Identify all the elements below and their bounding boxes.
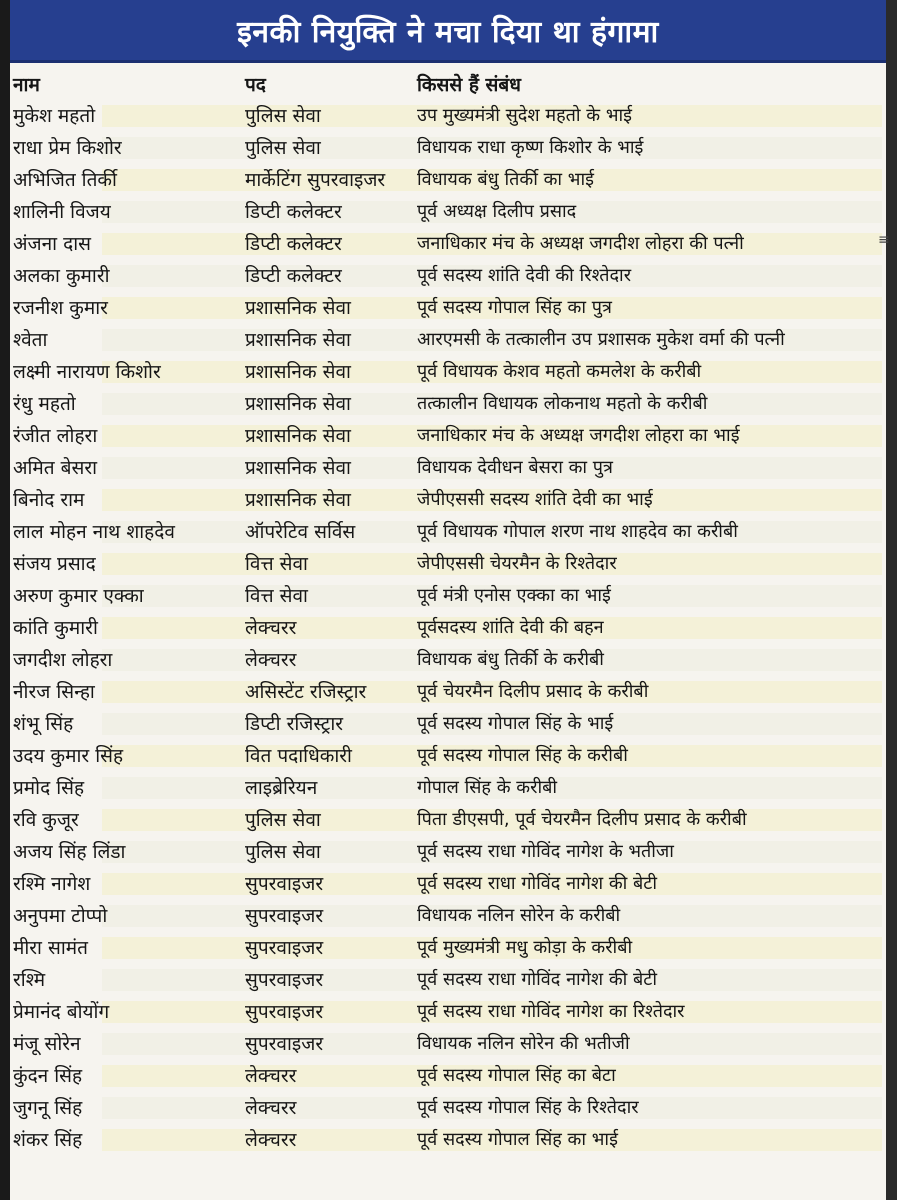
cell-name: अनुपमा टोप्पो [13,905,108,927]
table-row [10,420,886,452]
cell-relation: पूर्व अध्यक्ष दिलीप प्रसाद [417,201,577,222]
table-row [10,484,886,516]
cell-name: रवि कुजूर [13,809,79,831]
cell-relation: पूर्व सदस्य राधा गोविंद नागेश की बेटी [417,969,658,990]
cell-relation: जेपीएससी सदस्य शांति देवी का भाई [417,489,653,510]
table-row [10,452,886,484]
cell-post: डिप्टी रजिस्ट्रार [245,713,344,735]
table-row [10,932,886,964]
headline-title: इनकी नियुक्ति ने मचा दिया था हंगामा [237,14,659,50]
cell-name: शालिनी विजय [13,201,111,223]
cell-name: रंधु महतो [13,393,76,415]
table-row [10,772,886,804]
cell-name: लक्ष्मी नारायण किशोर [13,361,161,383]
column-header-name: नाम [13,74,40,96]
table-row [10,1092,886,1124]
newspaper-clipping [10,0,886,1200]
cell-relation: पूर्व सदस्य राधा गोविंद नागेश के भतीजा [417,841,674,862]
cell-post: लेक्चरर [245,617,297,639]
table-row [10,580,886,612]
cell-name: अभिजित तिर्की [13,169,117,191]
cell-post: ऑपरेटिव सर्विस [245,521,356,543]
cell-relation: विधायक बंधु तिर्की के करीबी [417,649,604,670]
cell-name: शंभू सिंह [13,713,74,735]
cell-name: कुंदन सिंह [13,1065,83,1087]
cell-name: बिनोद राम [13,489,85,511]
cell-post: प्रशासनिक सेवा [245,457,351,479]
cell-post: सुपरवाइजर [245,1001,324,1023]
cell-relation: पूर्व सदस्य राधा गोविंद नागेश की बेटी [417,873,658,894]
cell-post: लेक्चरर [245,1097,297,1119]
appointments-table [10,72,886,1156]
table-row [10,708,886,740]
cell-name: अलका कुमारी [13,265,110,287]
cell-relation: जनाधिकार मंच के अध्यक्ष जगदीश लोहरा का भाई [417,425,740,446]
cell-post: पुलिस सेवा [245,105,321,127]
cell-relation: पूर्व सदस्य गोपाल सिंह के भाई [417,713,614,734]
table-row [10,612,886,644]
table-row [10,900,886,932]
cell-name: अरुण कुमार एक्का [13,585,144,607]
cell-name: जगदीश लोहरा [13,649,113,671]
table-row [10,548,886,580]
table-row [10,676,886,708]
table-row [10,228,886,260]
column-header-post: पद [245,74,266,96]
cell-relation: पूर्व सदस्य राधा गोविंद नागेश का रिश्तेदार [417,1001,685,1022]
headline-banner [10,0,886,63]
cell-post: डिप्टी कलेक्टर [245,265,342,287]
cell-name: मंजू सोरेन [13,1033,81,1055]
table-row [10,516,886,548]
cell-post: सुपरवाइजर [245,873,324,895]
table-row [10,100,886,132]
cell-post: लाइब्रेरियन [245,777,318,799]
cell-name: मीरा सामंत [13,937,88,959]
cell-relation: विधायक नलिन सोरेन की भतीजी [417,1033,630,1054]
table-row [10,196,886,228]
cell-post: प्रशासनिक सेवा [245,297,351,319]
table-row [10,292,886,324]
table-row [10,836,886,868]
cell-name: अजय सिंह लिंडा [13,841,126,863]
cell-name: रजनीश कुमार [13,297,108,319]
table-row [10,1124,886,1156]
cell-post: सुपरवाइजर [245,1033,324,1055]
cell-post: पुलिस सेवा [245,809,321,831]
cell-post: प्रशासनिक सेवा [245,425,351,447]
cell-relation: पूर्व सदस्य गोपाल सिंह का भाई [417,1129,618,1150]
cell-relation: विधायक नलिन सोरेन के करीबी [417,905,621,926]
cell-post: मार्केटिंग सुपरवाइजर [245,169,386,191]
cell-post: प्रशासनिक सेवा [245,489,351,511]
cell-name: कांति कुमारी [13,617,98,639]
cell-post: वित्त सेवा [245,585,308,607]
cell-relation: पूर्व मुख्यमंत्री मधु कोड़ा के करीबी [417,937,633,958]
cell-post: लेक्चरर [245,649,297,671]
table-row [10,164,886,196]
table-row [10,324,886,356]
cell-post: लेक्चरर [245,1129,297,1151]
cell-relation: पूर्वसदस्य शांति देवी की बहन [417,617,604,638]
cell-post: प्रशासनिक सेवा [245,361,351,383]
table-row [10,964,886,996]
table-row [10,804,886,836]
table-row [10,260,886,292]
cell-name: रंजीत लोहरा [13,425,98,447]
table-row [10,1028,886,1060]
cell-post: सुपरवाइजर [245,969,324,991]
cell-post: डिप्टी कलेक्टर [245,201,342,223]
table-row [10,644,886,676]
table-row [10,740,886,772]
cell-post: डिप्टी कलेक्टर [245,233,342,255]
cell-name: राधा प्रेम किशोर [13,137,122,159]
cell-name: संजय प्रसाद [13,553,96,575]
cell-relation: पूर्व सदस्य गोपाल सिंह का बेटा [417,1065,616,1086]
cell-name: शंकर सिंह [13,1129,83,1151]
table-header-row [10,72,886,98]
cell-post: पुलिस सेवा [245,137,321,159]
table-row [10,996,886,1028]
cell-relation: पूर्व सदस्य गोपाल सिंह के करीबी [417,745,628,766]
cell-post: वित्त सेवा [245,553,308,575]
cell-relation: विधायक बंधु तिर्की का भाई [417,169,594,190]
cell-post: पुलिस सेवा [245,841,321,863]
cell-name: लाल मोहन नाथ शाहदेव [13,521,175,543]
cell-post: वित पदाधिकारी [245,745,352,767]
cell-name: नीरज सिन्हा [13,681,95,703]
table-row [10,388,886,420]
cell-relation: पिता डीएसपी, पूर्व चेयरमैन दिलीप प्रसाद के करीबी [417,809,747,830]
cell-post: लेक्चरर [245,1065,297,1087]
cell-post: प्रशासनिक सेवा [245,329,351,351]
cell-name: उदय कुमार सिंह [13,745,124,767]
table-row [10,868,886,900]
cell-relation: पूर्व विधायक गोपाल शरण नाथ शाहदेव का करीबी [417,521,738,542]
cell-relation: पूर्व चेयरमैन दिलीप प्रसाद के करीबी [417,681,649,702]
cell-name: प्रेमानंद बोयोंग [13,1001,110,1023]
cell-name: श्वेता [13,329,48,351]
cell-relation: पूर्व सदस्य गोपाल सिंह के रिश्तेदार [417,1097,639,1118]
cell-relation: विधायक देवीधन बेसरा का पुत्र [417,457,613,478]
right-edge-shadow [886,0,897,1200]
table-row [10,1060,886,1092]
cell-relation: पूर्व विधायक केशव महतो कमलेश के करीबी [417,361,702,382]
scroll-grip-icon: ≡ [878,232,890,248]
cell-post: असिस्टेंट रजिस्ट्रार [245,681,367,703]
cell-relation: आरएमसी के तत्कालीन उप प्रशासक मुकेश वर्मा की पत्नी [417,329,785,350]
cell-post: सुपरवाइजर [245,937,324,959]
cell-name: अंजना दास [13,233,91,255]
cell-relation: पूर्व सदस्य शांति देवी की रिश्तेदार [417,265,632,286]
cell-name: प्रमोद सिंह [13,777,85,799]
cell-name: जुगनू सिंह [13,1097,83,1119]
cell-name: अमित बेसरा [13,457,98,479]
table-row [10,132,886,164]
column-header-relation: किससे हैं संबंध [417,74,521,96]
cell-relation: गोपाल सिंह के करीबी [417,777,558,798]
cell-post: सुपरवाइजर [245,905,324,927]
cell-name: रश्मि नागेश [13,873,91,895]
cell-post: प्रशासनिक सेवा [245,393,351,415]
cell-relation: पूर्व सदस्य गोपाल सिंह का पुत्र [417,297,612,318]
cell-relation: तत्कालीन विधायक लोकनाथ महतो के करीबी [417,393,708,414]
cell-relation: उप मुख्यमंत्री सुदेश महतो के भाई [417,105,632,126]
cell-relation: विधायक राधा कृष्ण किशोर के भाई [417,137,644,158]
cell-name: रश्मि [13,969,46,991]
cell-relation: जनाधिकार मंच के अध्यक्ष जगदीश लोहरा की पत्नी [417,233,744,254]
cell-relation: पूर्व मंत्री एनोस एक्का का भाई [417,585,611,606]
table-row [10,356,886,388]
cell-name: मुकेश महतो [13,105,96,127]
cell-relation: जेपीएससी चेयरमैन के रिश्तेदार [417,553,617,574]
